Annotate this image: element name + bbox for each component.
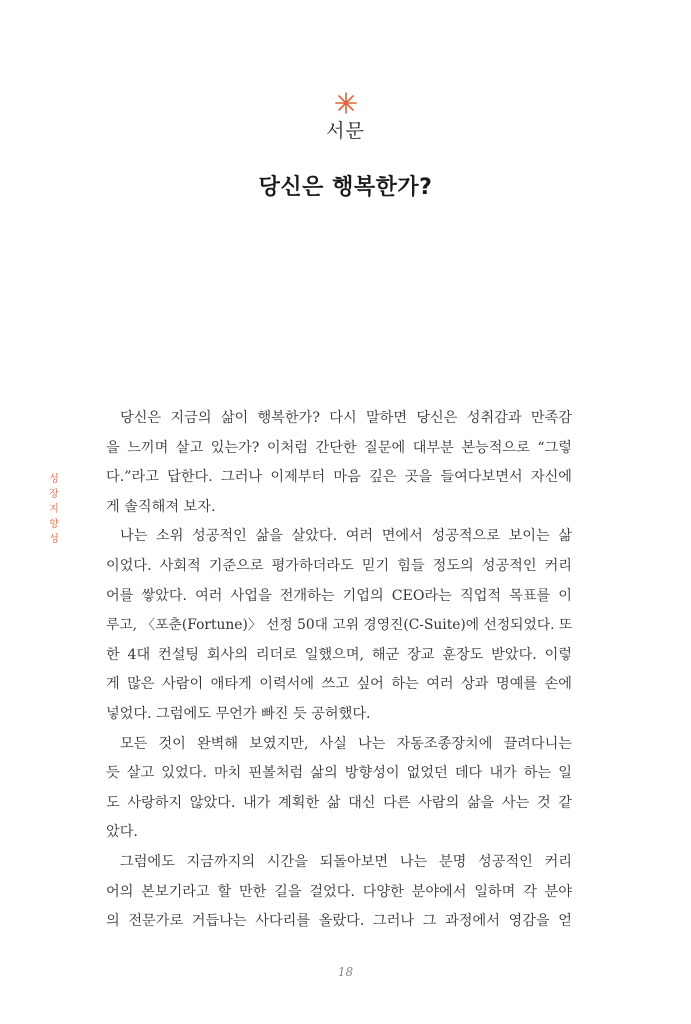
asterisk-star-icon [335,92,357,114]
text-line: 그럼에도 지금까지의 시간을 되돌아보면 나는 분명 성공적인 커리 [120,853,572,870]
section-label: 서문 [326,120,365,142]
text-line: 모든 것이 완벽해 보였지만, 사실 나는 자동조종장치에 끌려다니는 [120,735,572,752]
text-line: 이었다. 사회적 기준으로 평가하더라도 믿기 힘들 정도의 성공적인 커리 [106,557,572,574]
text-line: 당신은 지금의 삶이 행복한가? 다시 말하면 당신은 성취감과 만족감 [120,410,572,426]
section-ornament [0,92,691,118]
text-line: 다.”라고 답한다. 그러나 이제부터 마음 깊은 곳을 들여다보면서 자신에 [106,469,572,486]
side-tab-label: 성장지향성 [49,474,59,545]
text-line: 았다. [106,824,138,841]
text-line: 어를 쌓았다. 여러 사업을 전개하는 기업의 CEO라는 직업적 목표를 이 [106,587,572,604]
text-line: 어의 본보기라고 할 만한 길을 걸었다. 다양한 분야에서 일하며 각 분야 [106,883,572,900]
text-line: 한 4대 컨설팅 회사의 리더로 일했으며, 해군 장교 훈장도 받았다. 이렇 [106,646,572,663]
text-line: 을 느끼며 살고 있는가? 이처럼 간단한 질문에 대부분 본능적으로 “그렇 [106,439,572,456]
page-number: 18 [337,965,354,979]
body-text [106,404,572,937]
text-line: 루고, 〈포춘(Fortune)〉 선정 50대 고위 경영진(C-Suite)에 선정되었다. 또 [106,617,573,634]
text-line: 게 솔직해져 보자. [106,498,216,515]
text-line: 듯 살고 있었다. 마치 핀볼처럼 삶의 방향성이 없었던 데다 내가 하는 일 [106,765,572,782]
chapter-title: 당신은 행복한가? [258,175,433,200]
text-line: 게 많은 사람이 애타게 이력서에 쓰고 싶어 하는 여러 상과 명예를 손에 [106,676,572,693]
text-line: 넣었다. 그럼에도 무언가 빠진 듯 공허했다. [106,705,371,722]
text-line: 나는 소위 성공적인 삶을 살았다. 여러 면에서 성공적으로 보이는 삶 [120,528,572,545]
text-line: 의 전문가로 거듭나는 사다리를 올랐다. 그러나 그 과정에서 영감을 얻 [106,913,572,930]
text-line: 도 사랑하지 않았다. 내가 계획한 삶 대신 다른 사람의 삶을 사는 것 같 [106,794,572,811]
